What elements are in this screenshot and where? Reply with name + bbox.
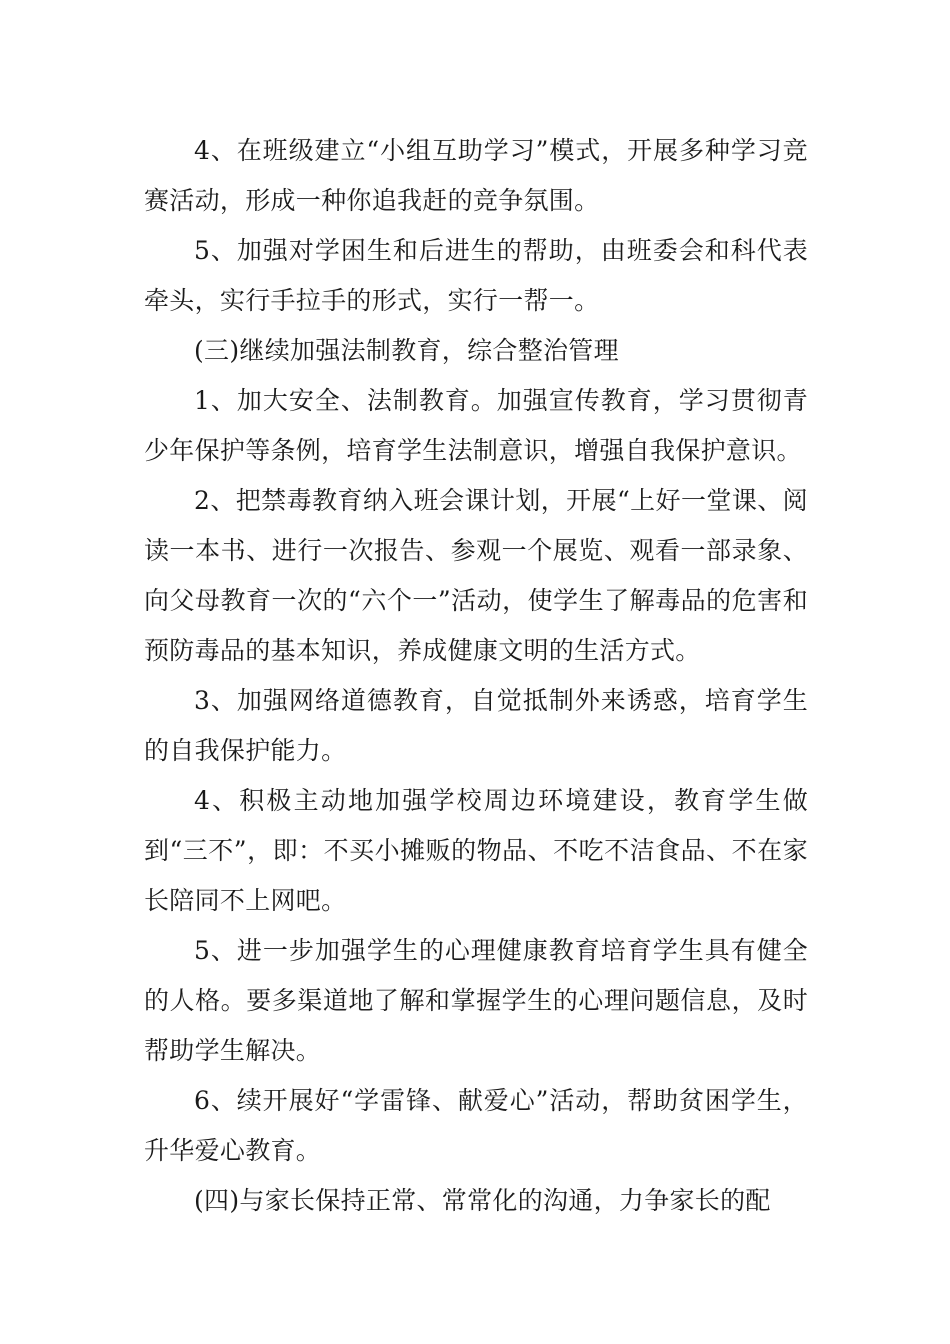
paragraph-item-3-internet-ethics: 3、加强网络道德教育，自觉抵制外来诱惑，培育学生的自我保护能力。	[144, 686, 808, 765]
paragraph-item-4-school-environment: 4、积极主动地加强学校周边环境建设，教育学生做到“三不”，即：不买小摊贩的物品、不吃不洁食品、不在家长陪同不上网吧。	[144, 786, 808, 915]
paragraph-item-5-mental-health: 5、进一步加强学生的心理健康教育培育学生具有健全的人格。要多渠道地了解和掌握学生的心理问题信息，及时帮助学生解决。	[144, 936, 808, 1065]
document-body	[144, 126, 808, 1226]
paragraph-item-5-help-students: 5、加强对学困生和后进生的帮助，由班委会和科代表牵头，实行手拉手的形式，实行一帮一。	[144, 236, 808, 315]
section-heading-parent-communication: (四)与家长保持正常、常常化的沟通，力争家长的配	[194, 1186, 771, 1215]
paragraph-item-4-group-study: 4、在班级建立“小组互助学习”模式，开展多种学习竞赛活动，形成一种你追我赶的竞争氛围。	[144, 136, 808, 215]
paragraph-item-1-safety-education: 1、加大安全、法制教育。加强宣传教育，学习贯彻青少年保护等条例，培育学生法制意识，增强自我保护意识。	[144, 386, 808, 465]
section-heading-legal-education: (三)继续加强法制教育，综合整治管理	[194, 336, 619, 365]
paragraph-item-2-drug-education: 2、把禁毒教育纳入班会课计划，开展“上好一堂课、阅读一本书、进行一次报告、参观一个展览、观看一部录象、向父母教育一次的“六个一”活动，使学生了解毒品的危害和预防毒品的基本知识，养成健康文明的生活方式。	[144, 486, 808, 665]
paragraph-item-6-lei-feng: 6、续开展好“学雷锋、献爱心”活动，帮助贫困学生，升华爱心教育。	[144, 1086, 808, 1165]
